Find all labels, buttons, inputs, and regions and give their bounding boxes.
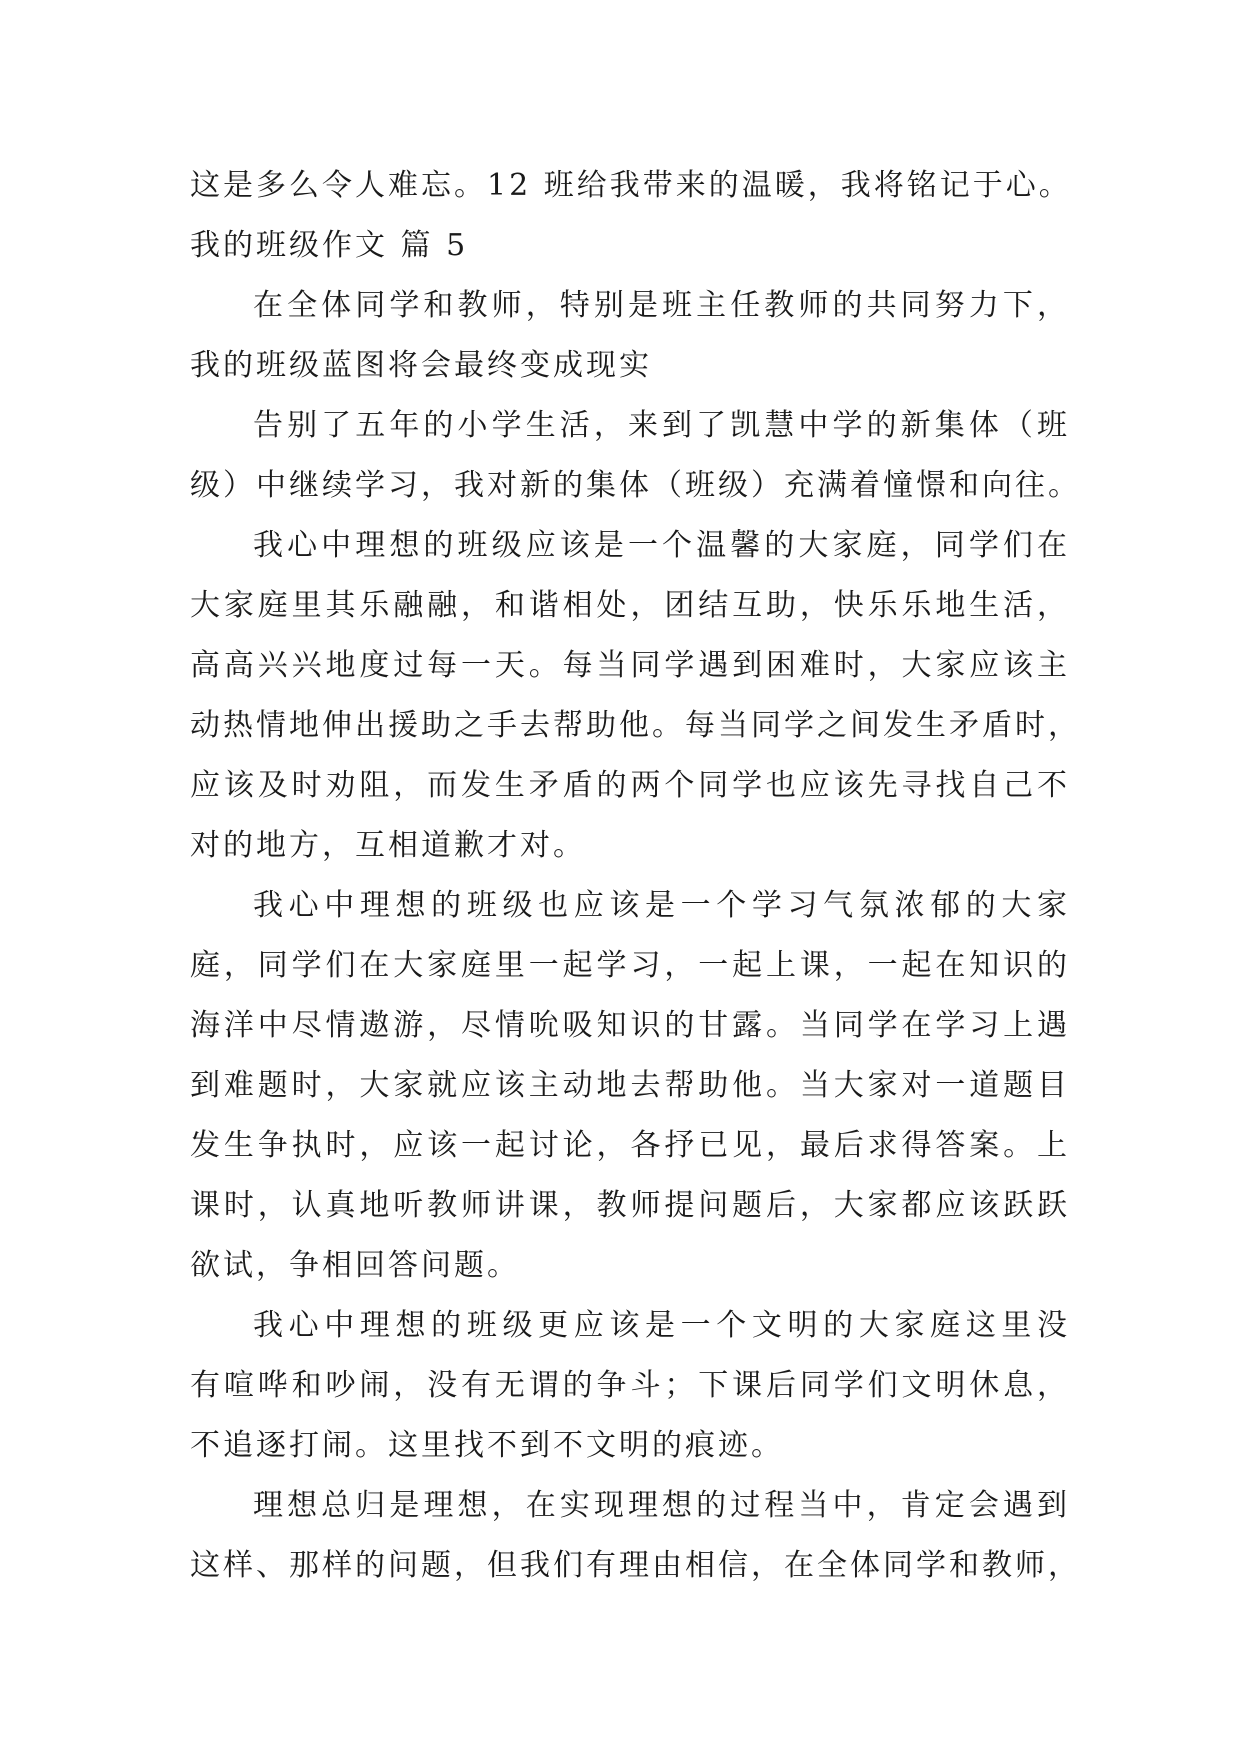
text-line: 理想总归是理想，在实现理想的过程当中，肯定会遇到 [253,1488,1070,1523]
text-line: 我心中理想的班级也应该是一个学习气氛浓郁的大家 [253,888,1070,923]
section-heading: 我的班级作文 篇 5 [190,228,469,263]
text-line: 动热情地伸出援助之手去帮助他。每当同学之间发生矛盾时， [190,708,1081,743]
text-line: 有喧哗和吵闹，没有无谓的争斗；下课后同学们文明休息， [190,1368,1070,1403]
text-line: 课时，认真地听教师讲课，教师提问题后，大家都应该跃跃 [190,1188,1070,1223]
text-line: 海洋中尽情遨游，尽情吮吸知识的甘露。当同学在学习上遇 [190,1008,1070,1043]
text-line: 对的地方，互相道歉才对。 [190,828,586,863]
text-line: 不追逐打闹。这里找不到不文明的痕迹。 [190,1428,784,1463]
text-line: 我心中理想的班级应该是一个温馨的大家庭，同学们在 [253,528,1070,563]
text-line: 级）中继续学习，我对新的集体（班级）充满着憧憬和向往。 [190,468,1081,503]
text-line: 庭，同学们在大家庭里一起学习，一起上课，一起在知识的 [190,948,1070,983]
text-line: 高高兴兴地度过每一天。每当同学遇到困难时，大家应该主 [190,648,1070,683]
text-line: 欲试，争相回答问题。 [190,1248,520,1283]
text-line: 这样、那样的问题，但我们有理由相信，在全体同学和教师， [190,1548,1081,1583]
text-line: 在全体同学和教师，特别是班主任教师的共同努力下， [253,288,1070,323]
text-line: 我的班级蓝图将会最终变成现实 [190,348,652,383]
text-line: 应该及时劝阻，而发生矛盾的两个同学也应该先寻找自己不 [190,768,1070,803]
text-line: 我心中理想的班级更应该是一个文明的大家庭这里没 [253,1308,1070,1343]
text-line: 大家庭里其乐融融，和谐相处，团结互助，快乐乐地生活， [190,588,1070,623]
text-line: 到难题时，大家就应该主动地去帮助他。当大家对一道题目 [190,1068,1070,1103]
text-line: 发生争执时，应该一起讨论，各抒已见，最后求得答案。上 [190,1128,1070,1163]
text-line: 这是多么令人难忘。12 班给我带来的温暖，我将铭记于心。 [190,168,1072,203]
text-line: 告别了五年的小学生活，来到了凯慧中学的新集体（班 [253,408,1070,443]
